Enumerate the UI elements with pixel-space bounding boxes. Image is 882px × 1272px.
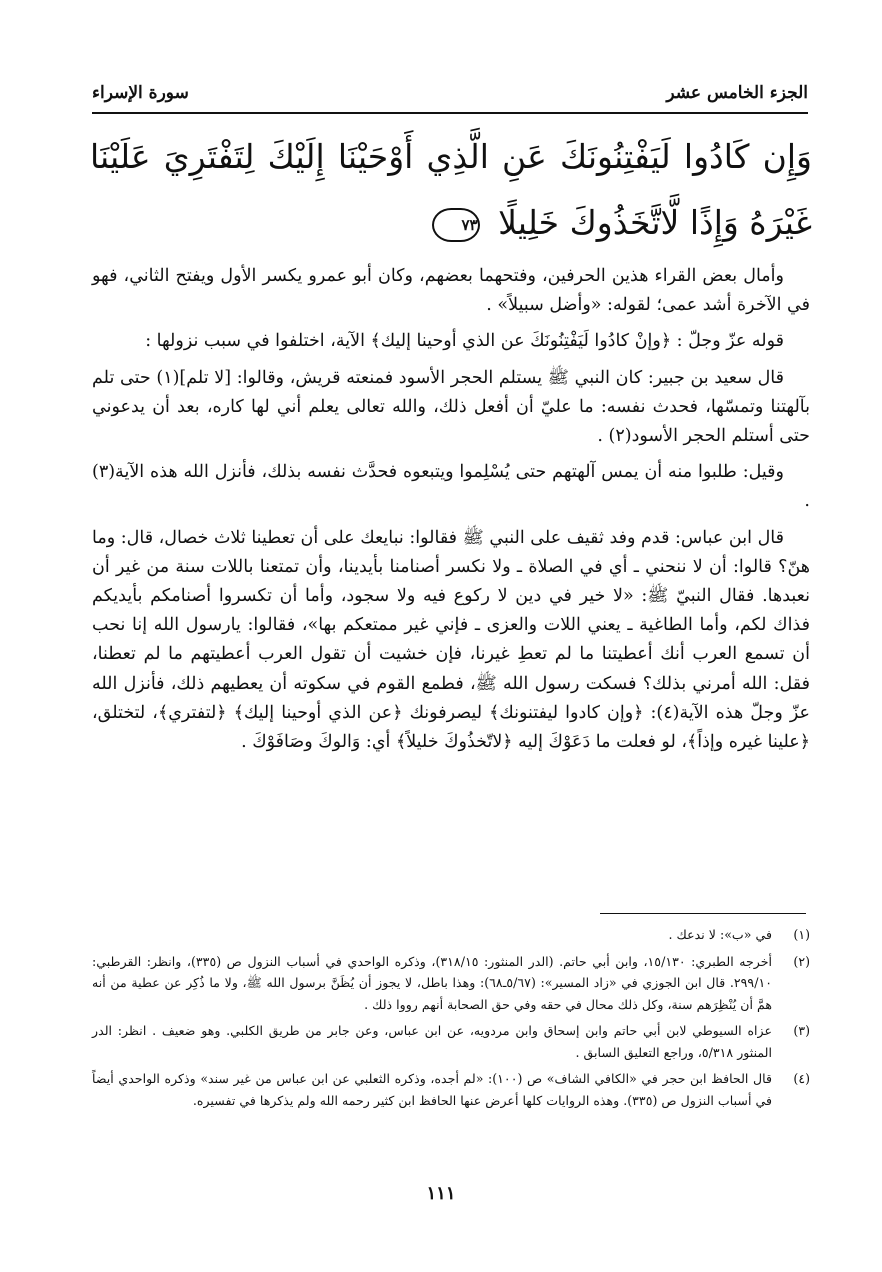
footnote-text: عزاه السيوطي لابن أبي حاتم وابن إسحاق وابن مردويه، عن ابن عباس، وعن جابر من طريق الكلبي. وهو ضعيف . انظر: الدر المنثور ٥/٣١٨، وراجع التعليق السابق . [92,1023,772,1060]
footnotes [92,924,810,1116]
verse-number: ٧٣ [461,216,478,234]
paragraph: قال سعيد بن جبير: كان النبي ﷺ يستلم الحجر الأسود فمنعته قريش، وقالوا: [لا تلم](١) حتى تلم بآلهتنا وتمسّها، فحدث نفسه: ما عليّ أن أفعل ذلك، والله تعالى يعلم أني لها كاره، بعد أن يدعوني حتى أستلم الحجر الأسود(٢) . [92,367,810,447]
surah-name: سورة الإسراء [92,83,189,103]
footnote-number: (٤) [793,1071,810,1086]
header-rule [92,112,808,114]
footnote-item [92,951,810,1016]
footnote-number: (١) [793,927,810,942]
juz-title: الجزء الخامس عشر [666,83,808,103]
paragraph: وقيل: طلبوا منه أن يمس آلهتهم حتى يُسْلِموا ويتبعوه فحدَّث نفسه بذلك، فأنزل الله هذه الآية(٣) . [92,462,810,512]
footnote-item [92,1020,810,1063]
verse-text: وَإِن كَادُوا لَيَفْتِنُونَكَ عَنِ الَّذِي أَوْحَيْنَا إِلَيْكَ لِتَفْتَرِيَ عَلَيْنَا غَيْرَهُ وَإِذًا لَّاتَّخَذُوكَ خَلِيلًا [90,137,812,242]
footnote-text: في «ب»: لا ندعك . [668,927,772,942]
page-header [92,78,808,108]
footnote-separator [600,913,806,914]
page-number: ١١١ [426,1183,456,1204]
quran-verse [90,124,812,256]
paragraph: قال ابن عباس: قدم وفد ثقيف على النبي ﷺ فقالوا: نبايعك على أن تعطينا ثلاث خصال، قال: وما هنّ؟ قالوا: أن لا ننحني ـ أي في الصلاة ـ ولا نكسر أصنامنا بأيدينا، وأن تمتعنا باللات سنة من غير أن نعبدها. فقال النبيّ ﷺ: «لا خير في دين لا ركوع فيه ولا سجود، وأما أن تكسروا أصنامكم بأيديكم فذاك لكم، وأما الطاغية ـ يعني اللات والعزى ـ فإني غير ممتعكم بها»، فقالوا: يارسول الله إنا نحب أن تسمع العرب أنك أعطيتنا ما لم تعطِ غيرنا، فإن خشيت أن تقول العرب أعطيتهم ما لم تعطنا، فقل: الله أمرني بذلك؟ فسكت رسول الله ﷺ، فطمع القوم في سكوته أن يعطيهم ذلك، فأنزل الله عزّ وجلّ هذه الآية(٤): ﴿وإن كادوا ليفتنونك﴾ ليصرفونك ﴿عن الذي أوحينا إليك﴾ ﴿لتفتري﴾، لتختلق، ﴿علينا غيره وإذاً﴾، لو فعلت ما دَعَوْكَ إليه ﴿لاتّخذُوكَ خليلاً﴾ أي: وَالوكَ وصَافَوْكَ . [92,527,810,753]
footnote-text: قال الحافظ ابن حجر في «الكافي الشاف» ص (١٠٠): «لم أجده، وذكره الثعلبي عن ابن عباس من غير سند» وذكره الواحدي أيضاً في أسباب النزول ص (٣٣٥). وهذه الروايات كلها أعرض عنها الحافظ ابن كثير رحمه الله ولم يذكرها في تفسيره. [92,1071,772,1108]
paragraph: قوله عزّ وجلّ : ﴿وإنْ كادُوا لَيَفْتِنُونَكَ عن الذي أوحينا إليك﴾ الآية، اختلفوا في سبب نزولها : [145,331,784,352]
commentary-body [92,262,810,764]
footnote-item [92,1068,810,1111]
footnote-text: أخرجه الطبري: ١٥/١٣٠، وابن أبي حاتم. (الدر المنثور: ٣١٨/١٥)، وذكره الواحدي في أسباب النزول ص (٣٣٥)، وانظر: القرطبي: ٢٩٩/١٠. قال ابن الجوزي في «زاد المسير»: (٥/٦٧ـ٦٨): وهذا باطل، لا يجوز أن يُظَنَّ برسول الله ﷺ، ولا ما ذُكِر عن عطية من أنه همَّ أن يُنْظِرَهم سنة، وكل ذلك محال في حقه وفي حق الصحابة أنهم رووا ذلك . [92,953,773,1012]
paragraph: وأمال بعض القراء هذين الحرفين، وفتحهما بعضهم، وكان أبو عمرو يكسر الأول ويفتح الثاني، فهو في الآخرة أشد عمى؛ لقوله: «وأضل سبيلاً» . [92,266,810,316]
footnote-item [92,924,810,946]
footnote-number: (٢) [793,953,810,969]
footnote-number: (٣) [793,1023,810,1038]
verse-number-ornament [432,208,480,242]
